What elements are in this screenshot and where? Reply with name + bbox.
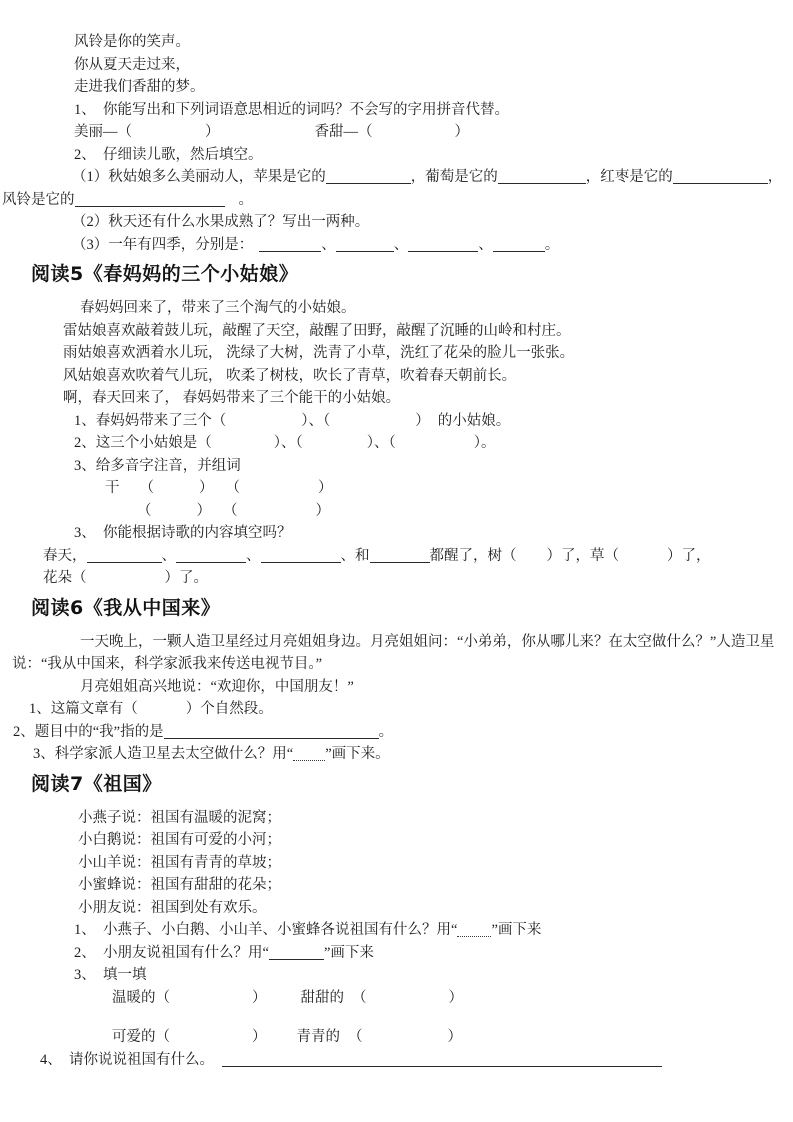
text-run: （ (139, 480, 154, 496)
text-run: 1、春妈妈带来了三个（ (74, 412, 227, 429)
answer-space (367, 1001, 449, 1002)
text-run: ”画下来 (323, 944, 374, 961)
document-line (12, 653, 793, 676)
text-run: ）。 (473, 435, 496, 451)
section-heading: 阅读7《祖国》 (31, 772, 162, 795)
text-run: 温暖的（ (112, 989, 170, 1006)
text-run: ）个自然段。 (185, 701, 273, 717)
answer-space (430, 424, 438, 425)
text-run: ） (447, 1029, 462, 1045)
answer-space (212, 446, 274, 447)
text-run: 青青的 (296, 1029, 340, 1045)
text-run: （1）秋姑娘多么美丽动人，苹果是它的 (72, 169, 326, 185)
answer-space (214, 1063, 222, 1064)
document-line (74, 964, 793, 987)
text-run: 风铃是它的 (2, 191, 75, 208)
answer-space (87, 581, 165, 582)
answer-space (303, 446, 367, 447)
document-line (78, 807, 793, 830)
text-run: 月亮姐姐高兴地说：“欢迎你，中国朋友！” (80, 678, 354, 695)
text-run: ） (199, 480, 214, 496)
document-line (74, 432, 793, 455)
text-run: ）了， (667, 547, 711, 564)
answer-space (170, 1001, 252, 1002)
text-run: ，红枣是它的 (585, 169, 673, 185)
text-run: 雷姑娘喜欢敲着鼓儿玩，敲醒了天空，敲醒了田野，敲醒了沉睡的山岭和村庄。 (63, 322, 571, 339)
answer-blank (259, 238, 321, 252)
worksheet-section (0, 31, 793, 256)
document-line (74, 121, 793, 144)
text-run: 春天， (43, 547, 87, 564)
document-line (72, 211, 793, 234)
document-line (74, 54, 793, 77)
text-run: 可爱的（ (112, 1029, 170, 1045)
answer-blank (176, 549, 246, 563)
text-run: 3、科学家派人造卫星去太空做什么？用“ (33, 746, 294, 762)
document-line (80, 297, 793, 320)
text-run: 花朵（ (43, 570, 87, 586)
text-run: 美丽—（ (74, 124, 132, 140)
text-run: 1、 你能写出和下列词语意思相近的词吗？不会写的字用拼音代替。 (74, 101, 509, 118)
document-body (0, 31, 793, 1071)
text-run: 走进我们香甜的梦。 (74, 79, 205, 95)
text-run: 、和 (340, 547, 370, 564)
answer-space (220, 135, 315, 136)
document-line (74, 455, 793, 478)
text-run: 3、 你能根据诗歌的内容填空吗？ (74, 525, 292, 541)
document-line (78, 874, 793, 897)
document-line (112, 1026, 793, 1049)
text-run: 、 (161, 547, 176, 564)
answer-space (120, 491, 140, 492)
text-run: 的小姑娘。 (437, 412, 511, 429)
text-run: ）、（ (366, 435, 396, 451)
worksheet-section (0, 595, 793, 766)
document-line (43, 545, 793, 568)
text-run: 小朋友说：祖国到处有欢乐。 (78, 899, 267, 916)
text-run: 小燕子说：祖国有温暖的泥窝； (78, 809, 281, 826)
document-line (137, 500, 793, 523)
answer-space (267, 1001, 301, 1002)
text-run: 都醒了，树（ (429, 547, 517, 564)
document-line (63, 365, 793, 388)
text-run: 2、 仔细读儿歌，然后填空。 (74, 146, 263, 163)
text-run: 1、 小燕子、小白鹅、小山羊、小蜜蜂各说祖国有什么？用“ (74, 922, 458, 938)
text-run: ） (454, 124, 469, 140)
document-line (74, 76, 793, 99)
text-run: 你从夏天走过来， (74, 56, 190, 73)
document-line (74, 144, 793, 167)
answer-blank (87, 549, 162, 563)
answer-blank-dotted (457, 923, 491, 937)
answer-space (225, 203, 239, 204)
text-run: 。 (378, 723, 394, 740)
worksheet-section (0, 771, 793, 1072)
answer-blank (408, 238, 478, 252)
answer-space (340, 1040, 348, 1041)
answer-space (138, 712, 186, 713)
answer-blank (261, 549, 341, 563)
text-run: 一天晚上，一颗人造卫星经过月亮姐姐身边。月亮姐姐问：“小弟弟，你从哪儿来？在太空做什么？”人造卫星 (80, 633, 775, 650)
text-run: ） (315, 502, 330, 519)
text-run: 小山羊说：祖国有青青的草坡； (78, 854, 281, 871)
document-line (29, 698, 793, 721)
text-run: 4、 请你说说祖国有什么。 (40, 1051, 214, 1068)
document-line (80, 676, 793, 699)
document-line (105, 477, 793, 500)
text-run: 小白鹅说：祖国有可爱的小河； (78, 832, 281, 848)
text-run: ） (252, 1029, 267, 1045)
document-line (2, 189, 793, 212)
text-run: ） (415, 412, 430, 429)
answer-blank (673, 170, 768, 184)
answer-space (517, 559, 547, 560)
document-line (40, 1049, 793, 1072)
document-line (63, 387, 793, 410)
text-run: ）了。 (164, 570, 208, 586)
answer-space (238, 514, 316, 515)
answer-blank (269, 946, 324, 960)
text-run: 1、这篇文章有（ (29, 701, 138, 717)
answer-space (363, 1040, 448, 1041)
text-run: ，葡萄是它的 (410, 169, 498, 185)
text-run: 干 (105, 480, 120, 496)
document-line (78, 852, 793, 875)
text-run: 香甜—（ (314, 124, 373, 140)
text-run: 小蜜蜂说：祖国有甜甜的花朵； (78, 877, 281, 893)
document-line (43, 567, 793, 590)
answer-space (154, 491, 199, 492)
text-run: 啊，春天回来了， 春妈妈带来了三个能干的小姑娘。 (63, 390, 401, 406)
answer-blank-dotted (293, 747, 325, 761)
answer-space (152, 514, 197, 515)
text-run: ”画下来。 (325, 746, 390, 762)
document-line (74, 942, 793, 965)
text-run: ， (767, 169, 783, 185)
answer-space (330, 424, 415, 425)
document-line (72, 234, 793, 257)
text-run: （2）秋天还有什么水果成熟了？写出一两种。 (72, 214, 370, 230)
text-run: 雨姑娘喜欢洒着水儿玩， 洗绿了大树，洗青了小草，洗红了花朵的脸儿一张张。 (63, 345, 575, 361)
text-run: 3、 填一填 (74, 967, 147, 983)
document-line (13, 721, 793, 744)
text-run: 风铃是你的笑声。 (74, 34, 190, 50)
text-run: 。 (544, 236, 560, 253)
text-run: 甜甜的 (300, 989, 344, 1006)
text-run: 。 (238, 191, 253, 208)
text-run: ”画下来 (491, 922, 542, 938)
document-line (112, 987, 793, 1010)
answer-space (396, 446, 474, 447)
answer-blank (498, 170, 586, 184)
answer-space (267, 1040, 297, 1041)
document-line (80, 631, 793, 654)
document-line (74, 31, 793, 54)
section-heading: 阅读6《我从中国来》 (31, 596, 221, 619)
text-run: （ (348, 1029, 363, 1045)
answer-space (170, 1040, 252, 1041)
answer-blank (222, 1053, 662, 1067)
document-line (33, 743, 793, 766)
text-run: 、 (393, 236, 409, 253)
text-run: ）、（ (273, 435, 303, 451)
answer-space (619, 559, 667, 560)
document-line (74, 919, 793, 942)
answer-blank (493, 238, 545, 252)
text-run: （3）一年有四季，分别是： (72, 236, 254, 253)
text-run: 3、给多音字注音，并组词 (74, 457, 241, 474)
text-run: 风姑娘喜欢吹着气儿玩， 吹柔了树枝，吹长了青草，吹着春天朝前长。 (63, 367, 517, 384)
worksheet-section (0, 261, 793, 590)
text-run: （ (137, 502, 152, 519)
text-run: ） (205, 124, 220, 140)
section-heading: 阅读5《春妈妈的三个小姑娘》 (31, 263, 299, 285)
text-run: 2、这三个小姑娘是（ (74, 435, 212, 451)
document-line (63, 342, 793, 365)
document-line (74, 99, 793, 122)
text-run: 、 (321, 236, 336, 253)
text-run: 春妈妈回来了，带来了三个淘气的小姑娘。 (80, 300, 356, 316)
document-line (63, 320, 793, 343)
text-run: （ (225, 480, 240, 496)
text-run: 2、 小朋友说祖国有什么？用“ (74, 944, 269, 961)
document-line (74, 522, 793, 545)
document-line (78, 897, 793, 920)
answer-space (373, 135, 455, 136)
text-run: ） (318, 480, 333, 496)
text-run: ） (196, 502, 211, 519)
text-run: ） (252, 989, 267, 1006)
text-run: 、 (246, 547, 261, 564)
text-run: （ (223, 502, 238, 519)
text-run: 2、题目中的“我”指的是 (13, 723, 164, 740)
document-line (72, 166, 793, 189)
document-line (78, 829, 793, 852)
answer-space (214, 491, 226, 492)
text-run: ） (448, 989, 463, 1006)
text-run: ）、（ (301, 412, 331, 429)
text-run: ）了，草（ (546, 547, 619, 564)
answer-blank (75, 193, 225, 207)
answer-space (240, 491, 318, 492)
answer-space (132, 135, 205, 136)
answer-space (226, 424, 301, 425)
text-run: （ (352, 989, 367, 1006)
document-line (74, 410, 793, 433)
text-run: 说：“我从中国来，科学家派我来传送电视节目。” (12, 656, 323, 672)
answer-blank (336, 238, 394, 252)
answer-blank (370, 549, 430, 563)
text-run: 、 (478, 236, 493, 253)
answer-space (211, 514, 223, 515)
answer-blank (164, 725, 379, 739)
answer-blank (326, 170, 411, 184)
answer-space (344, 1001, 352, 1002)
